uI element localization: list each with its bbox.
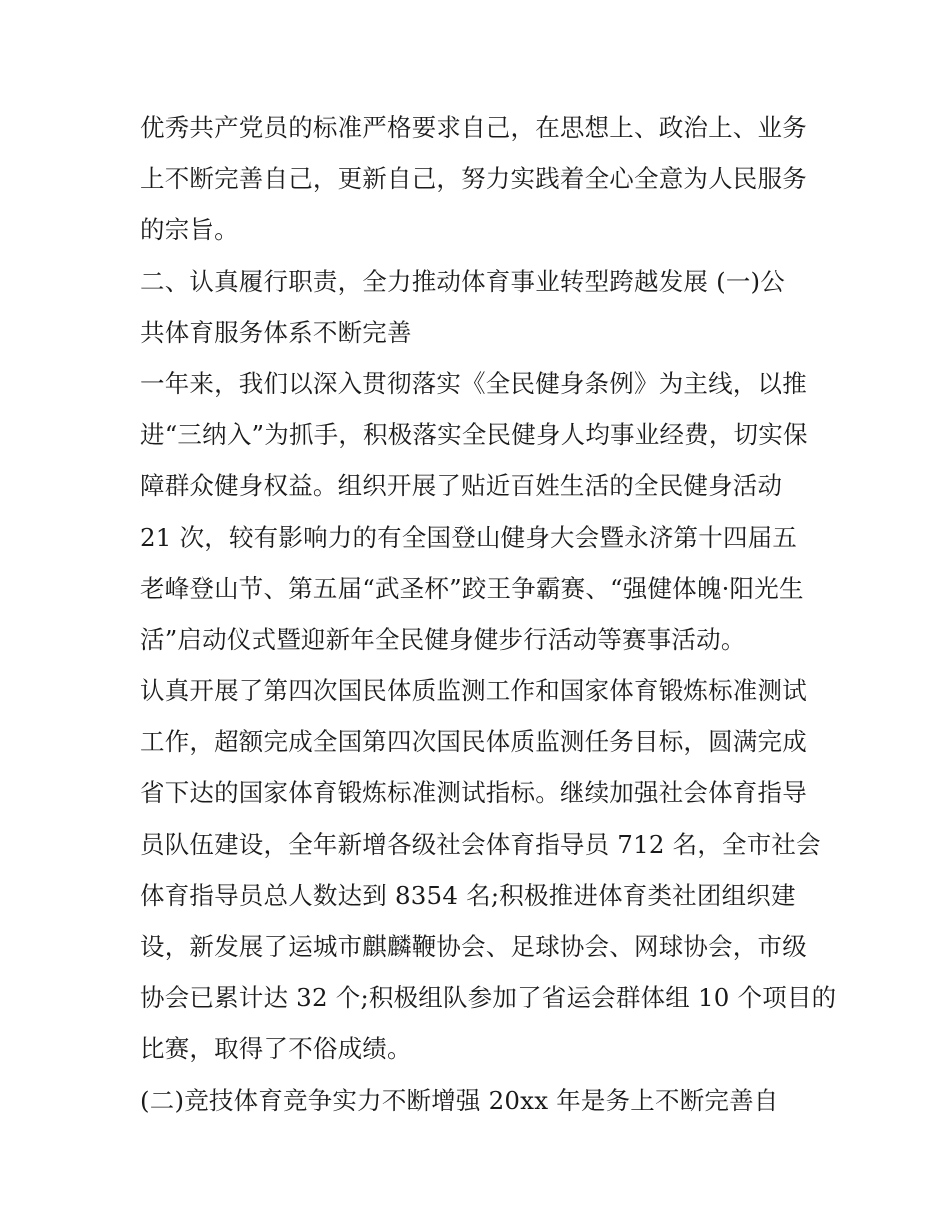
text-line: 工作，超额完成全国第四次国民体质监测任务目标，圆满完成 bbox=[140, 727, 807, 757]
section-heading-line: 共体育服务体系不断完善 bbox=[140, 317, 412, 347]
text-line: 优秀共产党员的标准严格要求自己，在思想上、政治上、业务 bbox=[140, 113, 807, 142]
text-line: 设，新发展了运城市麒麟鞭协会、足球协会、网球协会，市级 bbox=[140, 932, 807, 961]
text-line: 协会已累计达 32 个;积极组队参加了省运会群体组 10 个项目的 bbox=[140, 983, 837, 1013]
text-line: 比赛，取得了不俗成绩。 bbox=[140, 1034, 412, 1064]
document-body bbox=[140, 102, 837, 1126]
text-line: 活”启动仪式暨迎新年全民健身健步行活动等赛事活动。 bbox=[140, 624, 746, 654]
text-line: 进“三纳入”为抓手，积极落实全民健身人均事业经费，切实保 bbox=[140, 420, 808, 450]
text-line: 体育指导员总人数达到 8354 名;积极推进体育类社团组织建 bbox=[140, 880, 796, 910]
text-line: 21 次，较有影响力的有全国登山健身大会暨永济第十四届五 bbox=[140, 522, 798, 552]
text-line: 上不断完善自己，更新自己，努力实践着全心全意为人民服务 bbox=[140, 164, 807, 194]
text-line: 老峰登山节、第五届“武圣杯”跤王争霸赛、“强健体魄·阳光生 bbox=[140, 573, 804, 603]
text-line: 员队伍建设，全年新增各级社会体育指导员 712 名，全市社会 bbox=[140, 829, 821, 859]
section-heading-line: (二)竞技体育竞争实力不断增强 20xx 年是务上不断完善自 bbox=[140, 1085, 779, 1115]
text-line: 的宗旨。 bbox=[140, 215, 239, 245]
text-line: 障群众健身权益。组织开展了贴近百姓生活的全民健身活动 bbox=[140, 471, 783, 501]
text-line: 省下达的国家体育锻炼标准测试指标。继续加强社会体育指导 bbox=[140, 778, 807, 808]
text-line: 一年来，我们以深入贯彻落实《全民健身条例》为主线，以推 bbox=[140, 368, 807, 398]
text-line: 认真开展了第四次国民体质监测工作和国家体育锻炼标准测试 bbox=[140, 676, 807, 706]
section-heading-line: 二、认真履行职责，全力推动体育事业转型跨越发展 (一)公 bbox=[140, 266, 786, 296]
